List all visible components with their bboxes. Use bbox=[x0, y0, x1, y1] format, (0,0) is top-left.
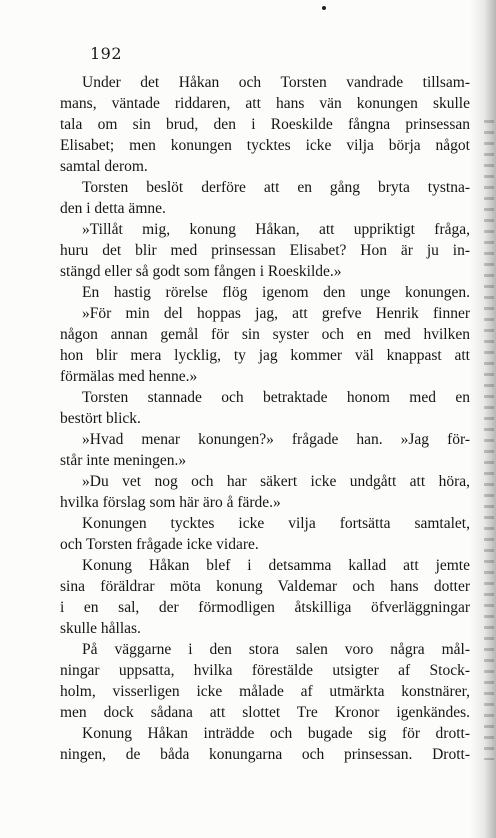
ink-speck bbox=[322, 6, 326, 10]
text-line: »Du vet nog och har säkert icke undgått att höra, bbox=[82, 473, 470, 490]
text-line: huru det blir med prinsessan Elisabet? Hon är ju in- bbox=[60, 242, 470, 259]
text-line: sina föräldrar möta konung Valdemar och hans dotter bbox=[60, 578, 470, 595]
text-line: samtal derom. bbox=[60, 158, 148, 175]
text-line: »Tillåt mig, konung Håkan, att uppriktigt fråga, bbox=[82, 221, 470, 238]
text-line: Under det Håkan och Torsten vandrade tillsam- bbox=[82, 74, 470, 91]
text-line: holm, visserligen icke målade af utmärkta konstnärer, bbox=[60, 683, 470, 700]
text-line: ningen, de båda konungarna och prinsessan. Drott- bbox=[60, 746, 470, 763]
text-line: den i detta ämne. bbox=[60, 200, 166, 217]
text-line: En hastig rörelse flög igenom den unge konungen. bbox=[82, 284, 470, 301]
text-line: stängd eller så godt som fången i Roeskilde.» bbox=[60, 263, 342, 280]
text-line: skulle hållas. bbox=[60, 620, 141, 637]
text-line: förmälas med henne.» bbox=[60, 368, 198, 385]
text-line: i en sal, der förmodligen åtskilliga öfverläggningar bbox=[60, 599, 470, 616]
text-line: tala om sin brud, den i Roeskilde fångna prinsessan bbox=[60, 116, 470, 133]
text-line: bestört blick. bbox=[60, 410, 141, 427]
text-line: Konung Håkan blef i detsamma kallad att jemte bbox=[82, 557, 470, 574]
text-line: hon blir mera lycklig, ty jag kommer väl knappast att bbox=[60, 347, 470, 364]
text-line: Torsten stannade och betraktade honom med en bbox=[82, 389, 470, 406]
page-number: 192 bbox=[90, 44, 123, 63]
text-line: Konungen tycktes icke vilja fortsätta samtalet, bbox=[82, 515, 470, 532]
text-line: står inte meningen.» bbox=[60, 452, 187, 469]
text-line: mans, väntade riddaren, att hans vän konungen skulle bbox=[60, 95, 470, 112]
text-line: »För min del hoppas jag, att grefve Henrik finner bbox=[82, 305, 470, 322]
text-line: hvilka förslag som här äro å färde.» bbox=[60, 494, 281, 511]
text-line: ningar uppsatta, hvilka förestälde utsigter af Stock- bbox=[60, 662, 470, 679]
text-line: men dock sådana att slottet Tre Kronor igenkändes. bbox=[60, 704, 470, 721]
text-line: Konung Håkan inträdde och bugade sig för drott- bbox=[82, 725, 470, 742]
text-line: På väggarne i den stora salen voro några mål- bbox=[82, 641, 470, 658]
text-line: Elisabet; men konungen tycktes icke vilja börja något bbox=[60, 137, 470, 154]
page-edge-marks bbox=[484, 120, 494, 760]
text-line: »Hvad menar konungen?» frågade han. »Jag för- bbox=[82, 431, 470, 448]
text-line: och Torsten frågade icke vidare. bbox=[60, 536, 259, 553]
text-line: Torsten beslöt derföre att en gång bryta tystna- bbox=[82, 179, 470, 196]
text-line: någon annan gemål för sin syster och en med hvilken bbox=[60, 326, 470, 343]
